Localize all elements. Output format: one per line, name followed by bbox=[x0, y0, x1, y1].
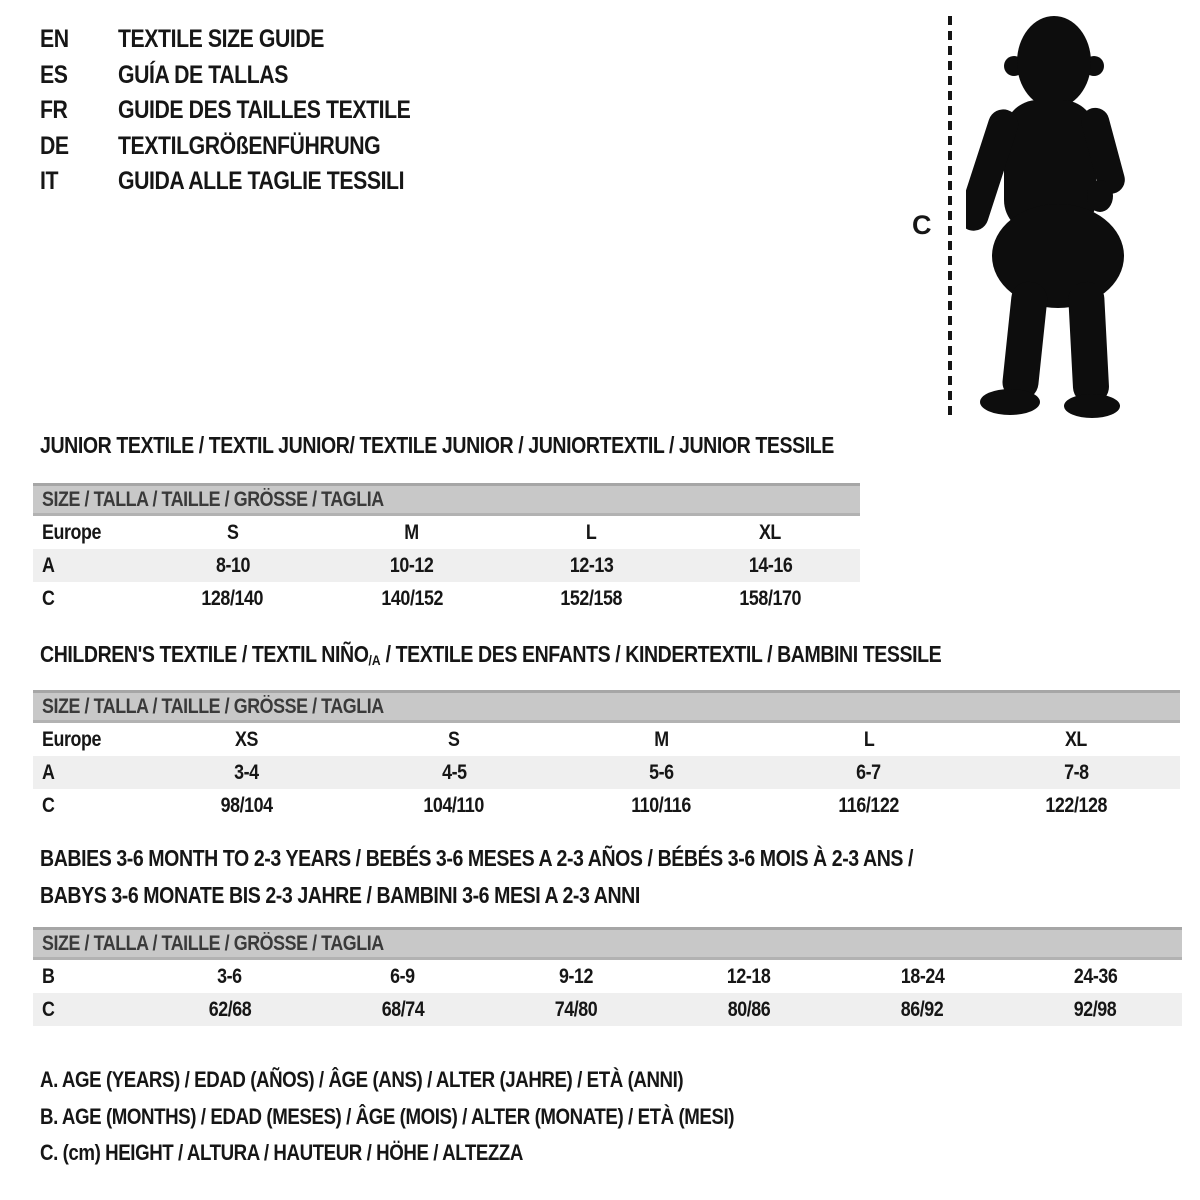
size-cell bbox=[322, 587, 501, 611]
size-cell bbox=[143, 728, 350, 752]
size-cell bbox=[558, 761, 765, 785]
size-cell bbox=[765, 761, 972, 785]
size-value: 18-24 bbox=[900, 964, 945, 988]
size-value: XL bbox=[759, 520, 782, 544]
size-value: XS bbox=[235, 727, 259, 751]
legend-line-b-text: B. AGE (MONTHS) / EDAD (MESES) / ÂGE (MOIS) / ALTER (MONATE) / ETÀ (MESI) bbox=[40, 1103, 735, 1129]
language-code-text: EN bbox=[40, 25, 69, 54]
language-row-de bbox=[40, 129, 462, 165]
size-value: 104/110 bbox=[423, 793, 485, 817]
measurement-legend bbox=[40, 1062, 857, 1172]
size-value: 140/152 bbox=[381, 586, 443, 610]
table-row-europe bbox=[33, 723, 1180, 756]
size-cell bbox=[973, 761, 1180, 785]
section-title-babies-line1 bbox=[40, 845, 1067, 872]
size-value: 12-18 bbox=[727, 964, 771, 988]
section-title-babies-line2 bbox=[40, 882, 746, 909]
legend-line-a-text: A. AGE (YEARS) / EDAD (AÑOS) / ÂGE (ANS) / ALTER (JAHRE) / ETÀ (ANNI) bbox=[40, 1067, 684, 1093]
row-label-cell bbox=[33, 521, 143, 545]
language-row-fr bbox=[40, 93, 462, 129]
section-title-children bbox=[40, 641, 1100, 675]
table-row-age bbox=[33, 756, 1180, 789]
table-row-age-months bbox=[33, 960, 1182, 993]
language-title-text: GUIDE DES TAILLES TEXTILE bbox=[118, 96, 411, 125]
table-row-height bbox=[33, 789, 1180, 822]
size-value: S bbox=[448, 727, 460, 751]
size-cell bbox=[502, 587, 681, 611]
size-cell bbox=[681, 521, 860, 545]
table-row-age bbox=[33, 549, 860, 582]
size-value: L bbox=[585, 520, 597, 544]
row-label: A bbox=[42, 553, 55, 577]
babies-size-table bbox=[33, 927, 1182, 1026]
language-row-es bbox=[40, 58, 462, 94]
size-cell bbox=[663, 998, 836, 1022]
language-title-block bbox=[40, 22, 462, 200]
section-title-babies-line1-text: BABIES 3-6 MONTH TO 2-3 YEARS / BEBÉS 3-6 MESES A 2-3 AÑOS / BÉBÉS 3-6 MOIS À 2-3 ANS / bbox=[40, 845, 914, 871]
size-value: 9-12 bbox=[558, 964, 593, 988]
row-label-cell bbox=[33, 998, 143, 1022]
size-header-label: SIZE / TALLA / TAILLE / GRÖSSE / TAGLIA bbox=[42, 694, 384, 718]
size-value: 5-6 bbox=[649, 760, 674, 784]
size-cell bbox=[322, 521, 501, 545]
size-cell bbox=[143, 554, 322, 578]
size-cell bbox=[316, 965, 489, 989]
size-value: 7-8 bbox=[1064, 760, 1089, 784]
row-label: C bbox=[42, 997, 55, 1021]
size-cell bbox=[350, 761, 557, 785]
language-code bbox=[40, 25, 118, 54]
size-cell bbox=[973, 794, 1180, 818]
size-cell bbox=[143, 965, 316, 989]
size-header-label: SIZE / TALLA / TAILLE / GRÖSSE / TAGLIA bbox=[42, 487, 384, 511]
size-header-label: SIZE / TALLA / TAILLE / GRÖSSE / TAGLIA bbox=[42, 931, 384, 955]
size-value: XL bbox=[1065, 727, 1088, 751]
size-value: 6-7 bbox=[856, 760, 882, 784]
row-label: C bbox=[42, 586, 55, 610]
children-title-before: CHILDREN'S TEXTILE / TEXTIL NIÑO bbox=[40, 641, 369, 667]
language-code bbox=[40, 96, 118, 125]
language-row-en bbox=[40, 22, 462, 58]
size-header-bar bbox=[33, 690, 1180, 723]
row-label-cell bbox=[33, 761, 143, 785]
size-cell bbox=[350, 794, 557, 818]
size-value: 24-36 bbox=[1073, 964, 1118, 988]
row-label-cell bbox=[33, 965, 143, 989]
language-code-text: FR bbox=[40, 96, 68, 125]
language-code bbox=[40, 61, 118, 90]
size-cell bbox=[681, 554, 860, 578]
size-cell bbox=[558, 794, 765, 818]
language-title-text: TEXTILE SIZE GUIDE bbox=[118, 25, 325, 54]
language-code-text: ES bbox=[40, 60, 68, 89]
size-value: 98/104 bbox=[220, 793, 273, 817]
junior-size-table bbox=[33, 483, 860, 615]
table-row-height bbox=[33, 993, 1182, 1026]
size-cell bbox=[681, 587, 860, 611]
size-cell bbox=[765, 794, 972, 818]
row-label-cell bbox=[33, 728, 143, 752]
language-code-text: DE bbox=[40, 131, 69, 160]
row-label: A bbox=[42, 760, 55, 784]
size-value: 80/86 bbox=[727, 997, 771, 1021]
language-title bbox=[118, 25, 360, 54]
size-value: M bbox=[404, 520, 420, 544]
size-value: 128/140 bbox=[201, 586, 264, 610]
size-header-bar bbox=[33, 927, 1182, 960]
toddler-silhouette-icon bbox=[966, 14, 1138, 418]
section-title-junior-text: JUNIOR TEXTILE / TEXTIL JUNIOR/ TEXTILE JUNIOR / JUNIORTEXTIL / JUNIOR TESSILE bbox=[40, 432, 834, 458]
row-label-cell bbox=[33, 794, 143, 818]
measure-label-c: C bbox=[912, 210, 932, 240]
row-label: B bbox=[42, 964, 55, 988]
section-title-junior bbox=[40, 432, 974, 459]
size-value: 3-4 bbox=[234, 760, 259, 784]
size-cell bbox=[836, 965, 1009, 989]
size-cell bbox=[143, 794, 350, 818]
size-value: L bbox=[863, 727, 875, 751]
size-value: 4-5 bbox=[441, 760, 467, 784]
size-header-bar bbox=[33, 483, 860, 516]
size-value: 12-13 bbox=[569, 553, 613, 577]
size-value: 62/68 bbox=[208, 997, 251, 1021]
language-title bbox=[118, 61, 318, 90]
language-code bbox=[40, 167, 118, 196]
section-title-children-text bbox=[40, 641, 941, 675]
language-title-text: TEXTILGRÖßENFÜHRUNG bbox=[118, 131, 381, 160]
language-title bbox=[118, 167, 455, 196]
size-value: 86/92 bbox=[900, 997, 944, 1021]
size-cell bbox=[836, 998, 1009, 1022]
size-cell bbox=[143, 761, 350, 785]
size-cell bbox=[143, 998, 316, 1022]
size-cell bbox=[143, 521, 322, 545]
size-cell bbox=[502, 521, 681, 545]
children-size-table bbox=[33, 690, 1180, 822]
language-title-text: GUIDA ALLE TAGLIE TESSILI bbox=[118, 167, 405, 196]
section-title-babies-line2-text: BABYS 3-6 MONATE BIS 2-3 JAHRE / BAMBINI 3-6 MESI A 2-3 ANNI bbox=[40, 882, 640, 908]
size-value: 8-10 bbox=[215, 553, 250, 577]
size-cell bbox=[316, 998, 489, 1022]
row-label: C bbox=[42, 793, 55, 817]
legend-line-c-text: C. (cm) HEIGHT / ALTURA / HAUTEUR / HÖHE / ALTEZZA bbox=[40, 1140, 523, 1166]
language-title bbox=[118, 96, 462, 125]
language-code bbox=[40, 132, 118, 161]
children-title-after: / TEXTILE DES ENFANTS / KINDERTEXTIL / BAMBINI TESSILE bbox=[380, 641, 942, 667]
row-label: Europe bbox=[42, 520, 101, 544]
row-label: Europe bbox=[42, 727, 101, 751]
size-value: 14-16 bbox=[748, 553, 793, 577]
size-cell bbox=[765, 728, 972, 752]
height-measure-dashed-line bbox=[948, 16, 952, 416]
row-label-cell bbox=[33, 587, 143, 611]
children-title-subscript: /A bbox=[368, 653, 381, 670]
legend-line-b bbox=[40, 1099, 857, 1136]
legend-line-c bbox=[40, 1135, 857, 1172]
language-title-text: GUÍA DE TALLAS bbox=[118, 60, 288, 89]
size-value: S bbox=[226, 520, 239, 544]
size-value: 116/122 bbox=[838, 793, 900, 817]
table-row-europe bbox=[33, 516, 860, 549]
size-cell bbox=[558, 728, 765, 752]
language-row-it bbox=[40, 164, 462, 200]
size-cell bbox=[489, 998, 662, 1022]
size-value: M bbox=[654, 727, 669, 751]
size-value: 6-9 bbox=[390, 964, 416, 988]
size-value: 3-6 bbox=[217, 964, 242, 988]
size-cell bbox=[1009, 965, 1182, 989]
size-value: 122/128 bbox=[1045, 793, 1108, 817]
size-value: 152/158 bbox=[560, 586, 622, 610]
language-title bbox=[118, 132, 427, 161]
size-cell bbox=[973, 728, 1180, 752]
table-row-height bbox=[33, 582, 860, 615]
size-value: 158/170 bbox=[739, 586, 802, 610]
size-cell bbox=[489, 965, 662, 989]
language-code-text: IT bbox=[40, 167, 59, 196]
size-value: 110/116 bbox=[631, 793, 692, 817]
legend-line-a bbox=[40, 1062, 857, 1099]
size-cell bbox=[1009, 998, 1182, 1022]
size-cell bbox=[663, 965, 836, 989]
size-value: 74/80 bbox=[554, 997, 598, 1021]
size-value: 68/74 bbox=[381, 997, 425, 1021]
size-cell bbox=[143, 587, 322, 611]
size-value: 10-12 bbox=[390, 553, 434, 577]
size-cell bbox=[350, 728, 557, 752]
size-cell bbox=[322, 554, 501, 578]
size-value: 92/98 bbox=[1074, 997, 1117, 1021]
row-label-cell bbox=[33, 554, 143, 578]
size-cell bbox=[502, 554, 681, 578]
